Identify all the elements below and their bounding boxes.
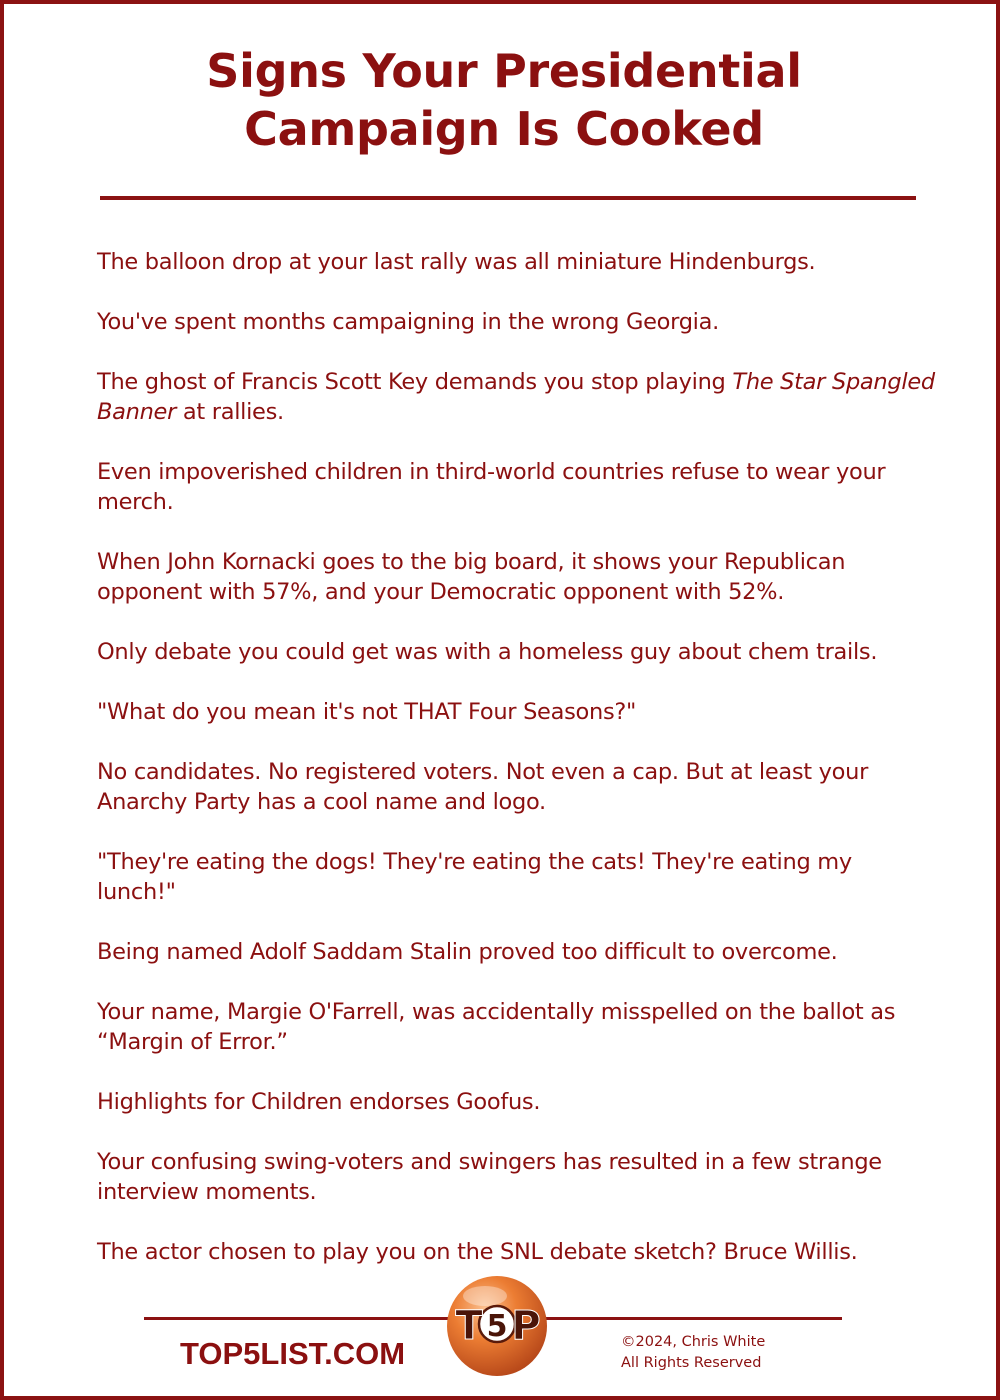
- list-item: Highlights for Children endorses Goofus.: [97, 1089, 541, 1115]
- logo-number-5: 5: [486, 1309, 508, 1344]
- list-item: [97, 367, 937, 427]
- list-item: "They're eating the dogs! They're eating the cats! They're eating my lunch!": [97, 849, 852, 905]
- list-item: The balloon drop at your last rally was all miniature Hindenburgs.: [97, 249, 816, 275]
- footer-divider-right: [544, 1317, 842, 1320]
- list-item: You've spent months campaigning in the wrong Georgia.: [97, 309, 719, 335]
- copyright-line: ©2024, Chris White: [621, 1334, 766, 1350]
- list-item: Only debate you could get was with a homeless guy about chem trails.: [97, 639, 878, 665]
- logo-letter-t: T: [455, 1303, 483, 1349]
- signs-list: [97, 247, 937, 1297]
- title-line-2: Campaign Is Cooked: [244, 102, 764, 156]
- site-name[interactable]: TOP5LIST.COM: [180, 1336, 406, 1371]
- title-divider: [100, 196, 916, 200]
- list-item: When John Kornacki goes to the big board, it shows your Republican opponent with 57%, and your Democratic opponent with 52%.: [97, 549, 846, 605]
- title-line-1: Signs Your Presidential: [206, 44, 802, 98]
- top5-logo-icon: [445, 1274, 549, 1378]
- list-item-text: The ghost of Francis Scott Key demands you stop playing: [97, 369, 733, 395]
- copyright-block: [621, 1332, 765, 1374]
- rights-line: All Rights Reserved: [621, 1355, 762, 1371]
- list-item: Being named Adolf Saddam Stalin proved too difficult to overcome.: [97, 939, 838, 965]
- logo-letter-p: P: [511, 1303, 541, 1349]
- song-title: The Star Spangled Banner: [97, 369, 935, 425]
- list-item: No candidates. No registered voters. Not even a cap. But at least your Anarchy Party has a cool name and logo.: [97, 759, 869, 815]
- list-item: Your confusing swing-voters and swingers has resulted in a few strange interview moments.: [97, 1149, 882, 1205]
- list-item: Even impoverished children in third-world countries refuse to wear your merch.: [97, 459, 886, 515]
- list-item: The actor chosen to play you on the SNL debate sketch? Bruce Willis.: [97, 1239, 858, 1265]
- footer-divider-left: [144, 1317, 449, 1320]
- page-title: [4, 42, 1000, 158]
- list-item: "What do you mean it's not THAT Four Seasons?": [97, 699, 637, 725]
- list-item: Your name, Margie O'Farrell, was accidentally misspelled on the ballot as “Margin of Error.”: [97, 999, 896, 1055]
- list-item-text: at rallies.: [176, 399, 284, 425]
